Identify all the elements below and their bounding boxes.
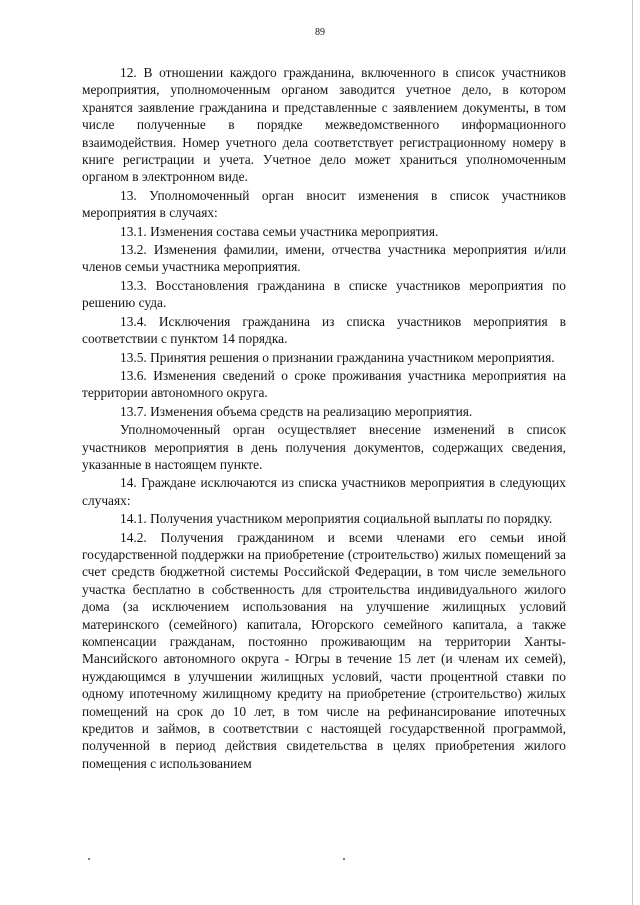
paragraph-13-3: 13.3. Восстановления гражданина в списке участников мероприятия по решению суда.: [82, 277, 566, 311]
scan-speck: [343, 858, 345, 860]
paragraph-13-2: 13.2. Изменения фамилии, имени, отчества участника мероприятия и/или членов семьи участника мероприятия.: [82, 242, 566, 275]
paragraph-12: 12. В отношении каждого гражданина, включенного в список участников мероприятия, уполномоченным органом заводится учетное дело, в котором хранятся заявление гражданина и представленные с заявлением документы, в том числе полученные в порядке межведомственного информационного взаимодействия. Номер учетного дела соответствует регистрационному номеру в книге регистрации и учета. Учетное дело может храниться уполномоченным органом в электронном виде.: [82, 65, 566, 185]
paragraph-13-4: 13.4. Исключения гражданина из списка участников мероприятия в соответствии с пунктом 14 порядка.: [82, 313, 566, 347]
document-body: [82, 64, 566, 773]
paragraph-13: 13. Уполномоченный орган вносит изменения в список участников мероприятия в случаях:: [82, 187, 566, 221]
page-number: 89: [315, 27, 325, 38]
paragraph-13-6: 13.6. Изменения сведений о сроке проживания участника мероприятия на территории автономного округа.: [82, 367, 566, 401]
paragraph-14-2: 14.2. Получения гражданином и всеми членами его семьи иной государственной поддержки на приобретение (строительство) жилых помещений за счет средств бюджетной системы Российской Федерации, в том числе земельного участка бесплатно в собственность для строительства индивидуального жилого дома (за исключением использования на улучшение жилищных условий материнского (семейного) капитала, Югорского семейного капитала, а также компенсации гражданам, постоянно проживающим на территории Ханты-Мансийского автономного округа - Югры в течение 15 лет (и членам их семей), нуждающимся в улучшении жилищных условий, части процентной ставки по одному ипотечному жилищному кредиту на приобретение (строительство) жилых помещений на срок до 10 лет, в том числе на рефинансирование ипотечных кредитов и займов, в соответствии с настоящей государственной программой, полученной в период действия свидетельства в целях приобретения жилого помещения с использованием: [82, 529, 566, 771]
paragraph-13-5: 13.5. Принятия решения о признании гражданина участником мероприятия.: [120, 349, 555, 365]
paragraph-13-1: 13.1. Изменения состава семьи участника мероприятия.: [120, 223, 439, 239]
paragraph-13-note: Уполномоченный орган осуществляет внесение изменений в список участников мероприятия в день получения документов, содержащих сведения, указанные в настоящем пункте.: [82, 422, 566, 472]
scan-speck: [88, 858, 90, 860]
paragraph-14-1: 14.1. Получения участником мероприятия социальной выплаты по порядку.: [120, 511, 553, 527]
scan-edge-line: [632, 0, 633, 905]
paragraph-13-7: 13.7. Изменения объема средств на реализацию мероприятия.: [120, 403, 473, 419]
paragraph-14: 14. Граждане исключаются из списка участников мероприятия в следующих случаях:: [82, 475, 566, 508]
